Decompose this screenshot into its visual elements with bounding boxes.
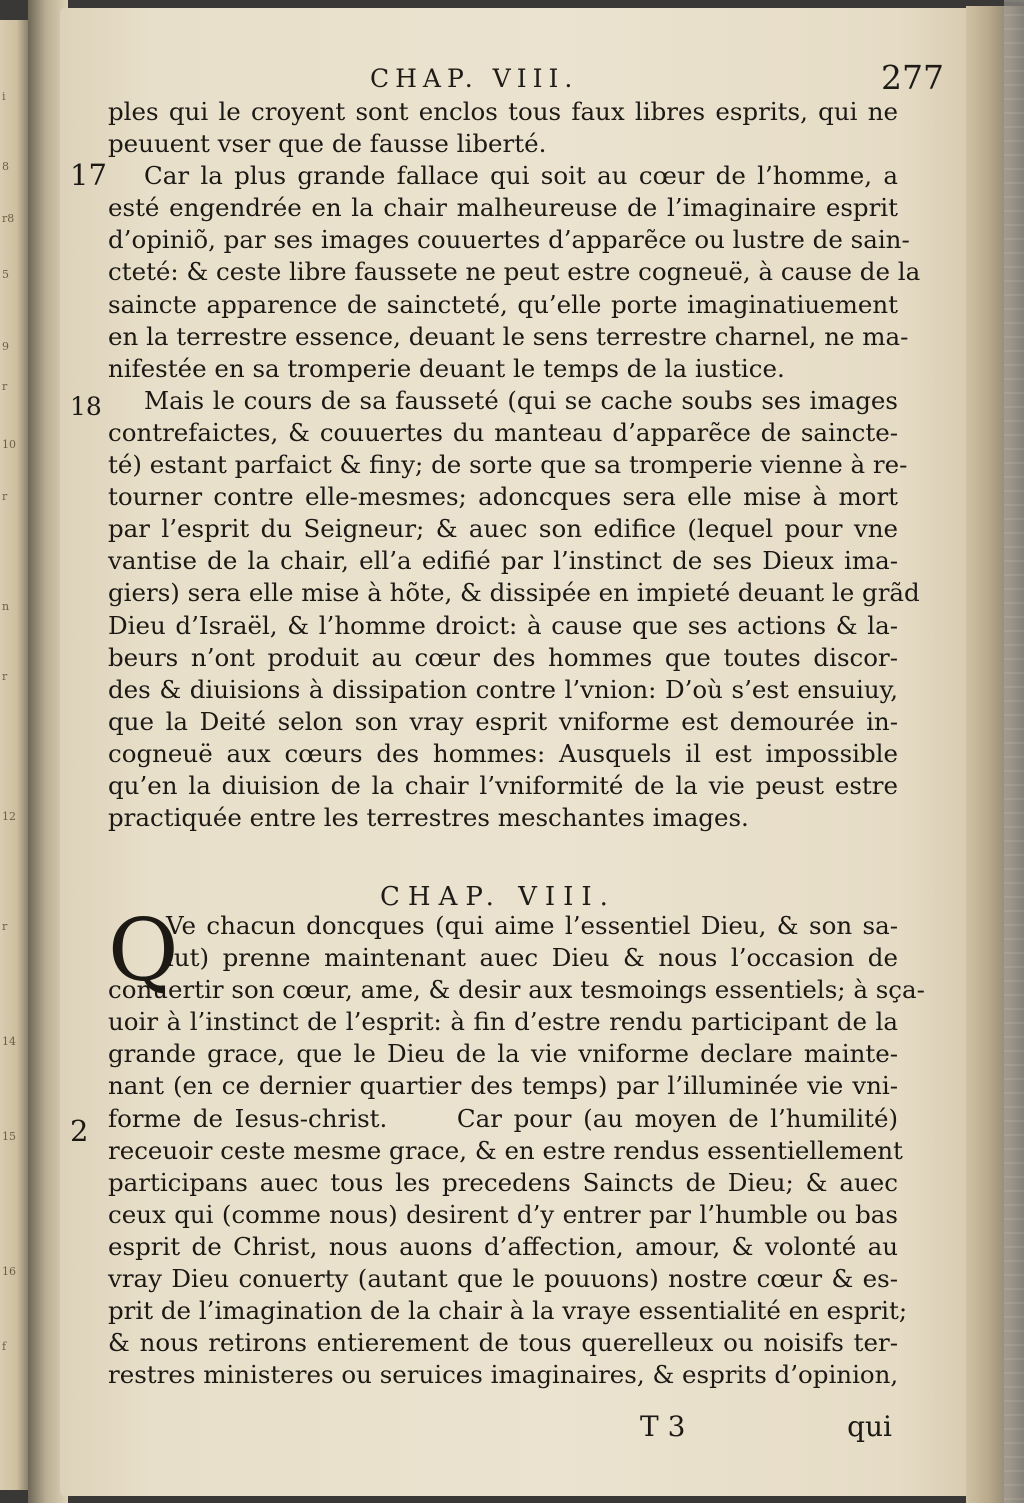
margin-note: 15 [2, 1130, 16, 1143]
running-header [100, 58, 944, 98]
text-line: ceux qui (comme nous) desirent d’y entrer par l’humble ou bas [108, 1199, 898, 1229]
margin-note: 14 [2, 1035, 16, 1048]
text-line: Dieu d’Israël, & l’homme droict: à cause que ses actions & la- [108, 610, 898, 640]
text-line: contrefaictes, & couuertes du manteau d’apparẽce de saincte- [108, 417, 898, 447]
text-line: restres ministeres ou seruices imaginaires, & esprits d’opinion, [108, 1360, 899, 1390]
text-line: esprit de Christ, nous auons d’affection, amour, & volonté au [108, 1231, 898, 1261]
catchword: qui [847, 1410, 892, 1443]
text-line: vray Dieu conuerty (autant que le pouuons) nostre cœur & es- [108, 1264, 898, 1294]
text-line: nant (en ce dernier quartier des temps) par l’illuminée vie vni- [108, 1071, 898, 1101]
body-text-section-1 [108, 96, 921, 834]
page-number: 277 [881, 58, 944, 97]
text-line: prit de l’imagination de la chair à la vraye essentialité en esprit; [108, 1296, 908, 1326]
text-line: d’opiniõ, par ses images couuertes d’apparẽce ou lustre de sain- [108, 225, 910, 255]
verse-number: 17 [70, 158, 107, 192]
text-line: & nous retirons entierement de tous querelleux ou noisifs ter- [108, 1328, 898, 1358]
text-line: peuuent vser que de fausse liberté. [108, 129, 547, 159]
text-line: nifestée en sa tromperie deuant le temps de la iustice. [108, 353, 785, 383]
margin-note: 8 [2, 160, 9, 173]
margin-note: r [2, 670, 8, 683]
scan-edge-strip [1004, 0, 1024, 1503]
body-text-section-2 [108, 901, 925, 1391]
text-line: tourner contre elle-mesmes; adoncques sera elle mise à mort [108, 482, 898, 512]
text-line: conuertir son cœur, ame, & desir aux tesmoings essentiels; à sça- [108, 975, 925, 1005]
text-line: en la terrestre essence, deuant le sens terrestre charnel, ne ma- [108, 321, 909, 351]
margin-note: r8 [2, 212, 15, 225]
text-line: cteté: & ceste libre faussete ne peut estre cogneuë, à cause de la [108, 257, 921, 287]
margin-note: f [2, 1340, 7, 1353]
text-line: saincte apparence de saincteté, qu’elle porte imaginatiuement [108, 289, 898, 319]
text-line: practiquée entre les terrestres meschantes images. [108, 803, 749, 833]
text-line: uoir à l’instinct de l’esprit: à fin d’estre rendu participant de la [108, 1007, 898, 1037]
margin-note: n [2, 600, 10, 613]
margin-note: r [2, 380, 8, 393]
margin-note: 10 [2, 438, 16, 451]
text-line: giers) sera elle mise à hõte, & dissipée en impieté deuant le grãd [108, 578, 920, 608]
text-line: que la Deité selon son vray esprit vniforme est demourée in- [108, 706, 898, 736]
text-line: receuoir ceste mesme grace, & en estre rendus essentiellement [108, 1135, 903, 1165]
text-line: par l’esprit du Seigneur; & auec son edifice (lequel pour vne [108, 514, 898, 544]
left-page-edge [0, 20, 28, 1490]
text-line: Mais le cours de sa fausseté (qui se cache soubs ses images [144, 385, 898, 415]
running-title: CHAP. VIII. [370, 64, 579, 93]
text-line: beurs n’ont produit au cœur des hommes que toutes discor- [108, 642, 898, 672]
signature-mark: T 3 [640, 1410, 686, 1443]
text-line: vantise de la chair, ell’a edifié par l’instinct de ses Dieux ima- [108, 546, 898, 576]
text-line: grande grace, que le Dieu de la vie vniforme declare mainte- [108, 1039, 898, 1069]
text-line: forme de Iesus-christ. Car pour (au moyen de l’humilité) [108, 1103, 898, 1133]
margin-note: 16 [2, 1265, 16, 1278]
text-line: lut) prenne maintenant auec Dieu & nous l’occasion de [166, 943, 898, 973]
text-line: des & diuisions à dissipation contre l’vnion: D’où s’est ensuiuy, [108, 674, 898, 704]
text-line: Car la plus grande fallace qui soit au cœur de l’homme, a [144, 161, 898, 191]
margin-note: 12 [2, 810, 16, 823]
text-line: té) estant parfaict & finy; de sorte que sa tromperie vienne à re- [108, 450, 908, 480]
text-line: Ve chacun doncques (qui aime l’essentiel Dieu, & son sa- [166, 911, 898, 940]
verse-number: 18 [70, 392, 102, 421]
margin-note: 9 [2, 340, 9, 353]
text-line: esté engendrée en la chair malheureuse de l’imaginaire esprit [108, 193, 898, 223]
drop-cap: Q [108, 901, 179, 1001]
text-line: ples qui le croyent sont enclos tous faux libres esprits, qui ne [108, 97, 898, 126]
margin-note: r [2, 490, 8, 503]
margin-note: 5 [2, 268, 9, 281]
verse-number: 2 [70, 1114, 89, 1148]
text-line: qu’en la diuision de la chair l’vniformité de la vie peust estre [108, 770, 898, 800]
text-line: participans auec tous les precedens Saincts de Dieu; & auec [108, 1167, 898, 1197]
margin-note: r [2, 920, 8, 933]
text-line: cogneuë aux cœurs des hommes: Ausquels il est impossible [108, 738, 898, 768]
margin-note: i [2, 90, 6, 103]
chapter-heading: CHAP. VIII. [380, 882, 616, 912]
